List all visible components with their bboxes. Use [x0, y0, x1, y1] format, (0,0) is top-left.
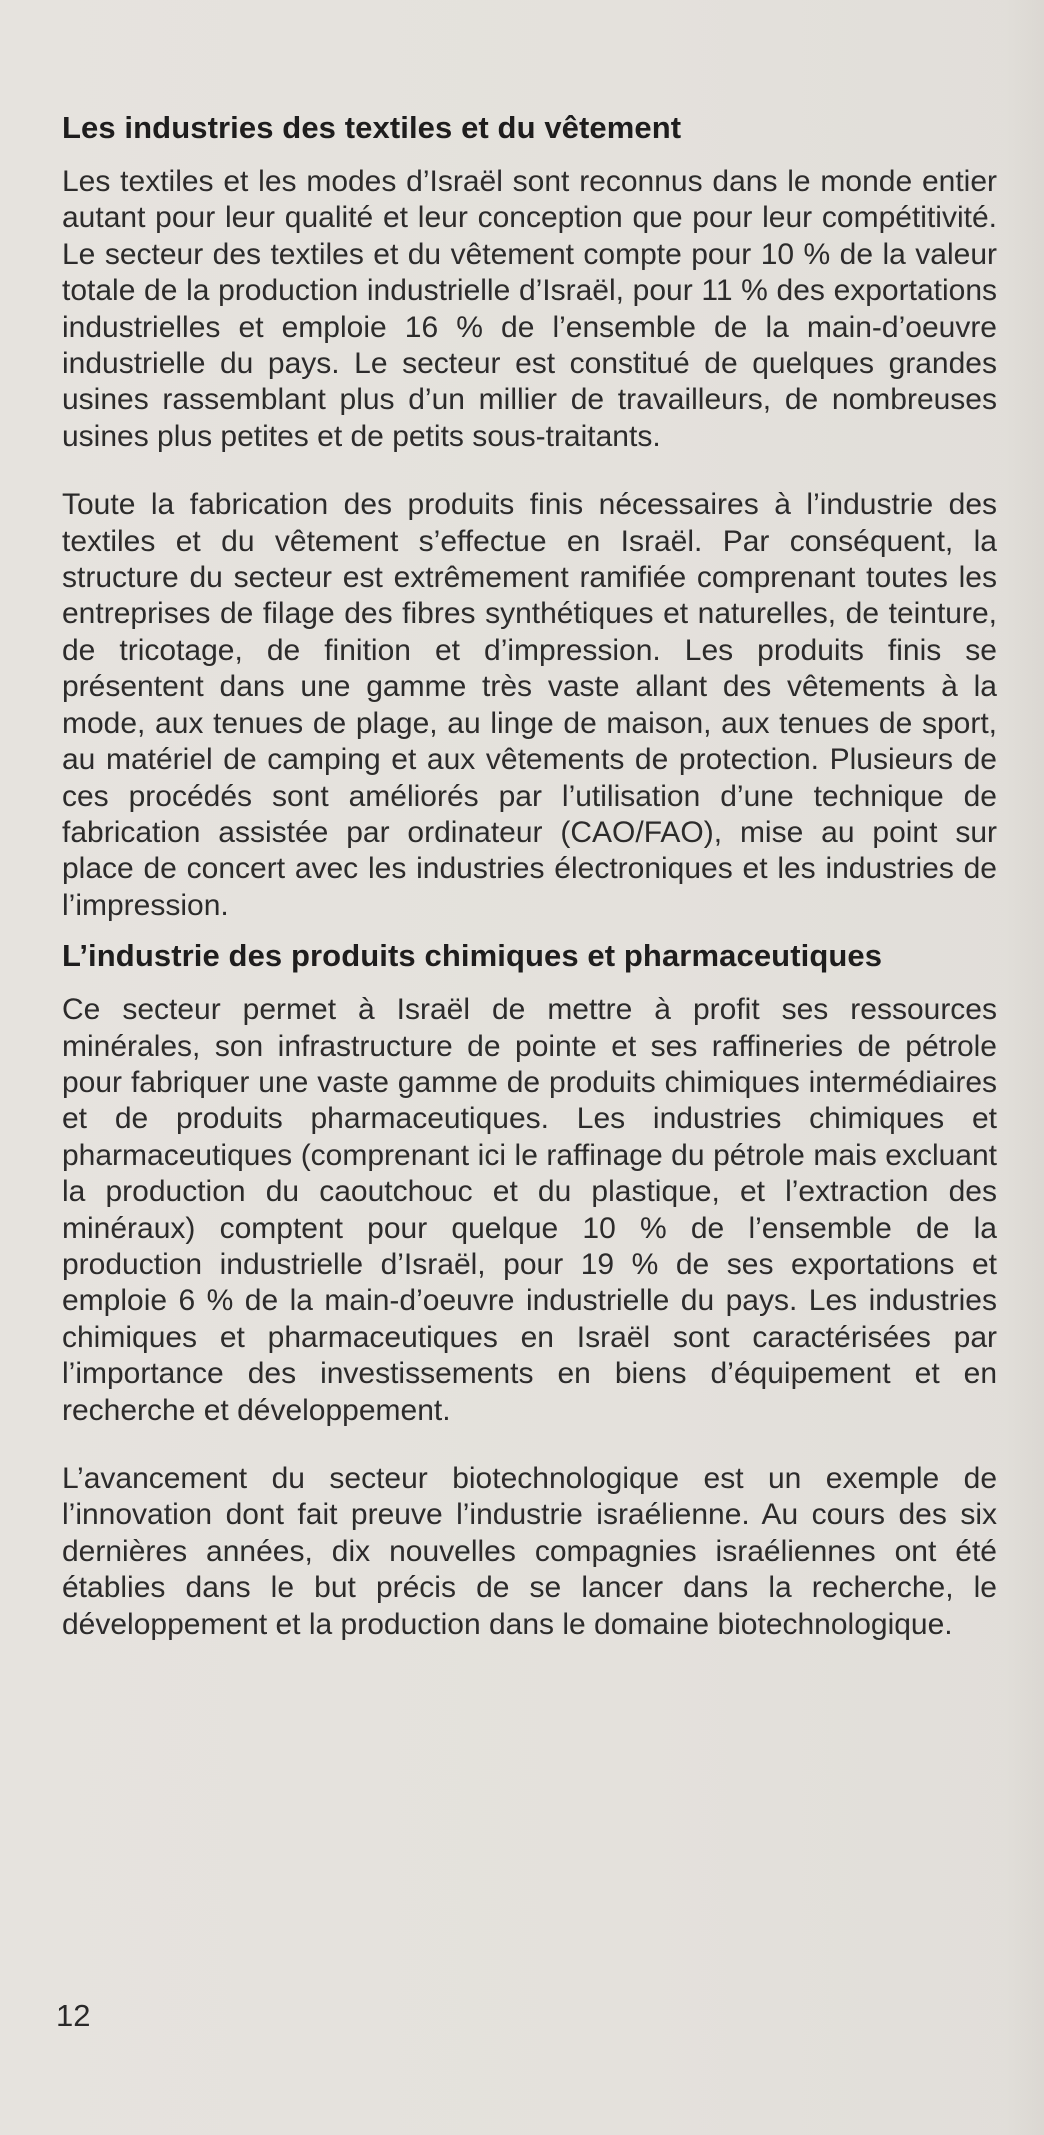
page-number: 12 — [56, 1998, 91, 2033]
page-content — [62, 110, 997, 1643]
section-heading-chemicals: L’industrie des produits chimiques et pharmaceutiques — [62, 938, 883, 974]
section-heading-textiles: Les industries des textiles et du vêtement — [62, 110, 682, 145]
paragraph-chemicals-1: Ce secteur permet à Israël de mettre à profit ses ressources minérales, son infrastructure de pointe et ses raffineries de pétrole pour fabriquer une vaste gamme de produits chimiques intermédiaires et de produits pharmaceutiques. Les industries chimiques et pharmaceutiques (comprenant ici le raffinage du pétrole mais excluant la production du caoutchouc et du plastique, et l’extraction des minéraux) comptent pour quelque 10 % de l’ensemble de la production industrielle d’Israël, pour 19 % de ses exportations et emploie 6 % de la main-d’oeuvre industrielle du pays. Les industries chimiques et pharmaceutiques en Israël sont caractérisées par l’importance des investissements en biens d’équipement et en recherche et développement. — [62, 993, 997, 1427]
page-edge-shadow — [1004, 0, 1044, 2135]
paragraph-textiles-2: Toute la fabrication des produits finis nécessaires à l’industrie des textiles et du vêtement s’effectue en Israël. Par conséquent, la structure du secteur est extrêmement ramifiée comprenant toutes les entreprises de filage des fibres synthétiques et naturelles, de teinture, de tricotage, de finition et d’impression. Les produits finis se présentent dans une gamme très vaste allant des vêtements à la mode, aux tenues de plage, au linge de maison, aux tenues de sport, au matériel de camping et aux vêtements de protection. Plusieurs de ces procédés sont améliorés par l’utilisation d’une technique de fabrication assistée par ordinateur (CAO/FAO), mise au point sur place de concert avec les industries électroniques et les industries de l’impression. — [62, 488, 997, 922]
paragraph-chemicals-2: L’avancement du secteur biotechnologique est un exemple de l’innovation dont fait preuve l’industrie israélienne. Au cours des six dernières années, dix nouvelles compagnies israéliennes ont été établies dans le but précis de se lancer dans la recherche, le développement et la production dans le domaine biotechnologique. — [62, 1462, 997, 1641]
paragraph-textiles-1: Les textiles et les modes d’Israël sont reconnus dans le monde entier autant pour leur qualité et leur conception que pour leur compétitivité. Le secteur des textiles et du vêtement compte pour 10 % de la valeur totale de la production industrielle d’Israël, pour 11 % des exportations industrielles et emploie 16 % de l’ensemble de la main-d’oeuvre industrielle du pays. Le secteur est constitué de quelques grandes usines rassemblant plus d’un millier de travailleurs, de nombreuses usines plus petites et de petits sous-traitants. — [62, 165, 997, 453]
